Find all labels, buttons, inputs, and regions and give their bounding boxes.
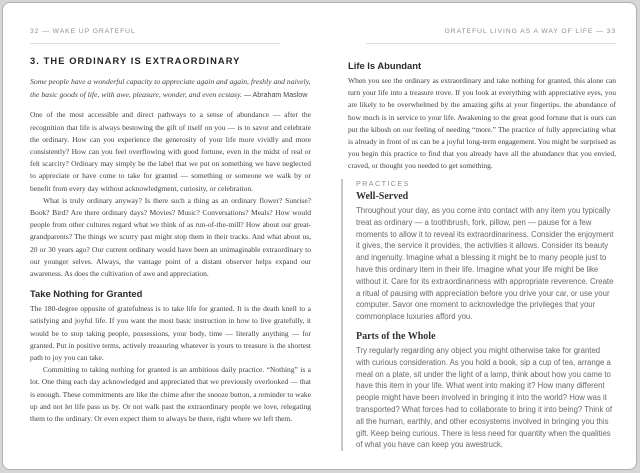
epigraph [30, 75, 311, 102]
body-paragraph: One of the most accessible and direct pathways to a sense of abundance — after the recognition that life is always bestowing the gift of itself on you — is to savor and celebrate the ordinary. How can you experience the generosity of your life more vividly and more consistently? How can you feel overflowing with good fortune, even in the midst of real or felt scarcity? Ordinary may simply be the label that we put on something we have neglected to appreciate or have come to take for granted — something or someone we walk by or benefit from every day without acknowledgment, curiosity, or celebration. [30, 110, 311, 193]
body-paragraph: When you see the ordinary as extraordinary and take nothing for granted, this alone can turn your life into a treasure trove. If you look at everything with appreciative eyes, you are likely to be overwhelmed by the amazing gifts at your fingertips, the abundance of how much is in service to your life. Awakening to the great good fortune that is ours can put the kibosh on our feeling of needing “more.” The practice of fully appreciating what is already in front of us can be a joyful long-term engagement. You might be surprised as you begin this practice to find that you already have all the abundance that you envied, craved, or thought you needed to get something. [348, 76, 616, 171]
epigraph-attribution: — Abraham Maslow [243, 91, 308, 100]
practice-body-well-served: Throughout your day, as you come into contact with any item you typically treat as ordinary — a toothbrush, fork, pillow, pen — pause for a few moments to allow it to reveal its extraordinariness. Consider the enjoyment it gives, the service it provides, the activities it allows. Consider its beauty and ingenuity. Imagine what a blessing it might be to many people just to have this ordinary item in their life. Imagine what your life might be like without it. Care for its extraordinariness with appropriate reverence. Create a ritual of pausing with appreciation before you drive your car, or use your computer. Savor one moment to acknowledge the privileges that your commonplace luxuries afford you. [356, 206, 614, 322]
practices-section [341, 179, 616, 451]
epigraph-text: Some people have a wonderful capacity to appreciate again and again, freshly and naively, the basic goods of life, with awe, pleasure, wonder, and even ecstasy. [30, 77, 311, 100]
right-page-running-head: GRATEFUL LIVING AS A WAY OF LIFE — 33 [444, 28, 616, 35]
chapter-heading: 3. THE ORDINARY IS EXTRAORDINARY [30, 56, 241, 66]
body-paragraph: Committing to taking nothing for granted is an ambitious daily practice. “Nothing” is a lot. One thing each day acknowledged and appreciated that we previously overlooked — that is enough. These commitments are like the chime after the snooze button, a reminder to wake up and not let life pass us by. Or not walk past the extraordinary people we love, relegating them to the ordinary. Or even expect them to always be there, right where we left them. [30, 365, 311, 424]
section-heading-take-nothing-for-granted: Take Nothing for Granted [30, 288, 143, 300]
right-page-column [348, 56, 616, 173]
section-heading-life-is-abundant: Life Is Abundant [348, 60, 422, 71]
practice-body-parts-of-the-whole: Try regularly regarding any object you might otherwise take for granted with curious consideration. As you hold a book, sip a cup of tea, arrange a meal on a plate, sit under the light of a lamp, think about how you came to have this item in your life. What went into making it? How many different people might have been involved in bringing it into the world? How was it transported? What forces had to collaborate to bring it into being? Think of all the human, earthly, and other ecosystems involved in bringing you this gift. Keep being curious. There is less need for quantity when the qualities of what you have can keep you awestruck. [356, 345, 613, 450]
left-header-rule [30, 43, 280, 44]
body-paragraph: What is truly ordinary anyway? Is there such a thing as an ordinary flower? Sunrise? Book? Bird? Are there ordinary days? Movies? Music? Conversations? Meals? How would people from other cultures regard what we think of as run-of-the-mill? How about our great-grandparents? The things we scurry past might stop them in their tracks. And what about us, 20 or 30 years ago? Our current ordinary would have been an unimaginable extraordinary to our younger selves. Always, the vantage point of a distant observer helps expand our awareness. As does the cultivation of awe and appreciation. [30, 195, 311, 279]
body-paragraph: The 180-degree opposite of gratefulness is to take life for granted. It is the death knell to a satisfying and joyful life. If you want the most basic instruction in how to live gratefully, it would be to stop taking people, possessions, your body, time — literally anything — for granted. Put in positive terms, actively treasuring whatever is yours to treasure is the shortest path to joy you can take. [30, 304, 311, 363]
left-page-running-head: 32 — WAKE UP GRATEFUL [30, 28, 136, 35]
left-page-column [30, 56, 311, 425]
book-spread [2, 2, 637, 470]
practices-label: PRACTICES [356, 179, 410, 188]
practice-title-well-served: Well-Served [356, 191, 409, 202]
right-header-rule [366, 43, 616, 44]
practice-title-parts-of-the-whole: Parts of the Whole [356, 330, 436, 342]
